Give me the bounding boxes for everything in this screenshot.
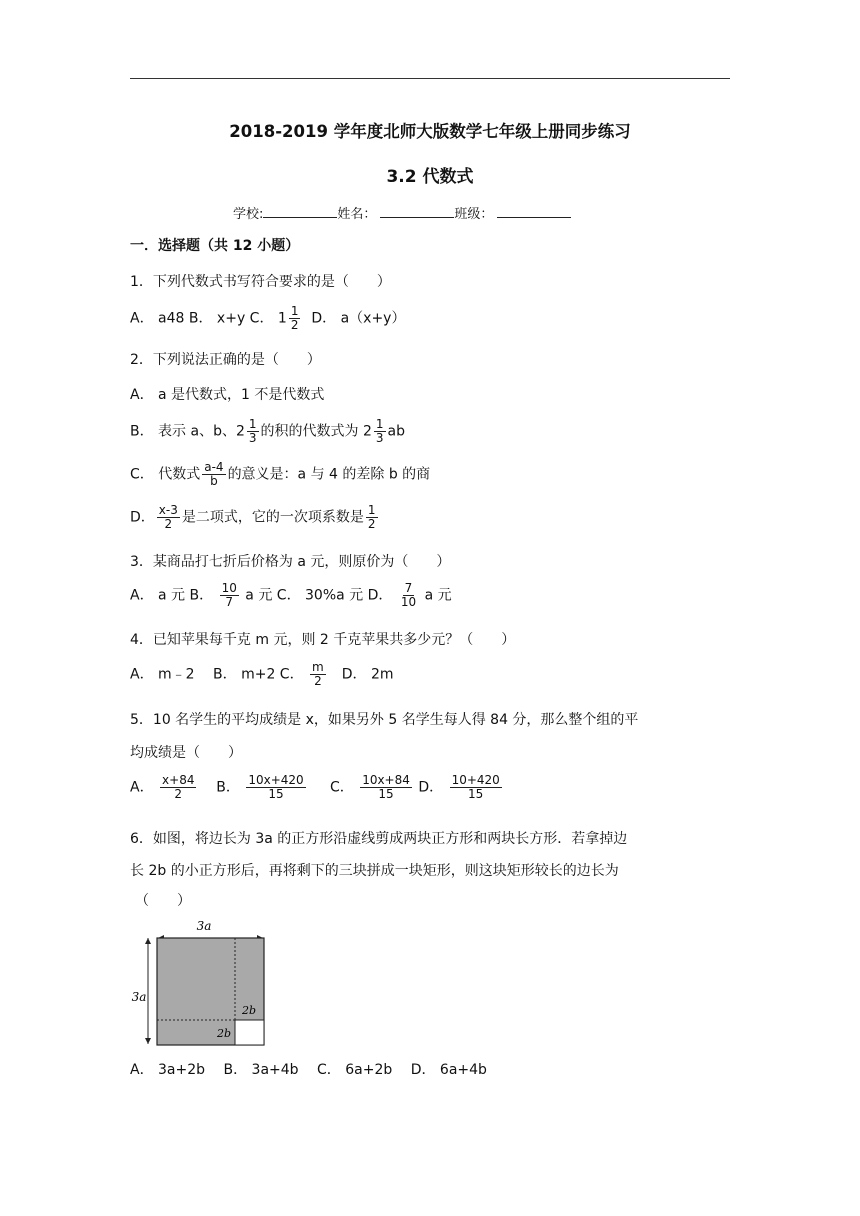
q5-stem-line1: 5．10 名学生的平均成绩是 x，如果另外 5 名学生每人得 84 分，那么整个组的平 bbox=[130, 712, 639, 728]
top-rule bbox=[130, 78, 730, 79]
inner-label-bottom: 2b bbox=[216, 1027, 232, 1040]
q2-c-fraction: $\frac{a-4}{b}$ bbox=[204, 460, 224, 488]
page-subtitle: 3.2 代数式 bbox=[386, 167, 474, 187]
q6-stem-line3: （ ） bbox=[135, 893, 191, 909]
page-title: 2018-2019 学年度北师大版数学七年级上册同步练习 bbox=[229, 122, 631, 141]
q1-options bbox=[130, 305, 405, 332]
q5-stem-line2: 均成绩是（ ） bbox=[130, 745, 242, 761]
q2-b-fraction-2: $\frac{1}{3}$ bbox=[375, 417, 384, 445]
school-label: 学校: bbox=[233, 207, 264, 222]
q3-options: A． a 元 B． $\frac{10}{7}$ a 元 C． 30%a 元 D． $\frac{7}{10}$ a 元 bbox=[130, 581, 452, 609]
q1-fraction: $\frac{1}{2}$ bbox=[290, 304, 299, 332]
q3-b-fraction: $\frac{10}{7}$ bbox=[221, 581, 237, 609]
section-heading: 一．选择题（共 12 小题） bbox=[130, 238, 300, 254]
inner-label-right: 2b bbox=[241, 1004, 257, 1017]
left-arrow-top bbox=[145, 938, 151, 944]
q2-stem: 2．下列说法正确的是（ ） bbox=[130, 352, 321, 368]
q1-option-d: D． a（x+y） bbox=[311, 310, 406, 327]
left-label: 3a bbox=[131, 990, 147, 1004]
class-field[interactable] bbox=[497, 203, 571, 218]
name-label: 姓名： bbox=[337, 207, 377, 222]
q5-b-fraction: $\frac{10x+420}{15}$ bbox=[248, 773, 304, 801]
q2-d-fraction: $\frac{x-3}{2}$ bbox=[158, 503, 178, 531]
q6-stem-line1: 6．如图，将边长为 3a 的正方形沿虚线剪成两块正方形和两块长方形．若拿掉边 bbox=[130, 831, 628, 847]
class-label: 班级： bbox=[454, 207, 494, 222]
info-fields bbox=[233, 203, 571, 222]
q2-b-fraction: $\frac{1}{3}$ bbox=[248, 417, 257, 445]
top-label: 3a bbox=[196, 919, 212, 933]
school-field[interactable] bbox=[263, 203, 337, 218]
q6-stem-line2: 长 2b 的小正方形后，再将剩下的三块拼成一块矩形，则这块矩形较长的边长为 bbox=[130, 863, 619, 879]
q6-square-figure bbox=[130, 912, 272, 1052]
q5-options: A． $\frac{x+84}{2}$ B． $\frac{10x+420}{15}$ C． $\frac{10x+84}{15}$ D． $\frac{10+420}{15}$ bbox=[130, 773, 500, 801]
q1-stem: 1．下列代数式书写符合要求的是（ ） bbox=[130, 274, 391, 290]
q2-option-b: B． 表示 a、b、2 $\frac{1}{3}$ 的积的代数式为 2 $\frac{1}{3}$ ab bbox=[130, 417, 405, 445]
q2-option-d: D． $\frac{x-3}{2}$ 是二项式，它的一次项系数是 $\frac{1}{2}$ bbox=[130, 503, 376, 531]
q3-d-fraction: $\frac{7}{10}$ bbox=[400, 581, 417, 609]
q2-d-fraction-2: $\frac{1}{2}$ bbox=[367, 503, 376, 531]
q5-a-fraction: $\frac{x+84}{2}$ bbox=[162, 773, 195, 801]
q1-option-abc: A． a48 B． x+y C． 1 bbox=[130, 310, 287, 327]
small-square bbox=[235, 1020, 264, 1045]
q4-options: A． m﹣2 B． m+2 C． $\frac{m}{2}$ D． 2m bbox=[130, 660, 394, 688]
left-arrow-bottom bbox=[145, 1038, 151, 1044]
q4-stem: 4．已知苹果每千克 m 元，则 2 千克苹果共多少元？（ ） bbox=[130, 632, 516, 648]
q5-c-fraction: $\frac{10x+84}{15}$ bbox=[362, 773, 410, 801]
q3-stem: 3．某商品打七折后价格为 a 元，则原价为（ ） bbox=[130, 554, 451, 570]
name-field[interactable] bbox=[380, 203, 454, 218]
q2-option-c: C． 代数式 $\frac{a-4}{b}$ 的意义是：a 与 4 的差除 b 的商 bbox=[130, 460, 431, 488]
q4-c-fraction: $\frac{m}{2}$ bbox=[312, 660, 324, 688]
q5-d-fraction: $\frac{10+420}{15}$ bbox=[451, 773, 500, 801]
q2-option-a: A． a 是代数式，1 不是代数式 bbox=[130, 387, 325, 403]
q6-options: A． 3a+2b B． 3a+4b C． 6a+2b D． 6a+4b bbox=[130, 1062, 487, 1078]
